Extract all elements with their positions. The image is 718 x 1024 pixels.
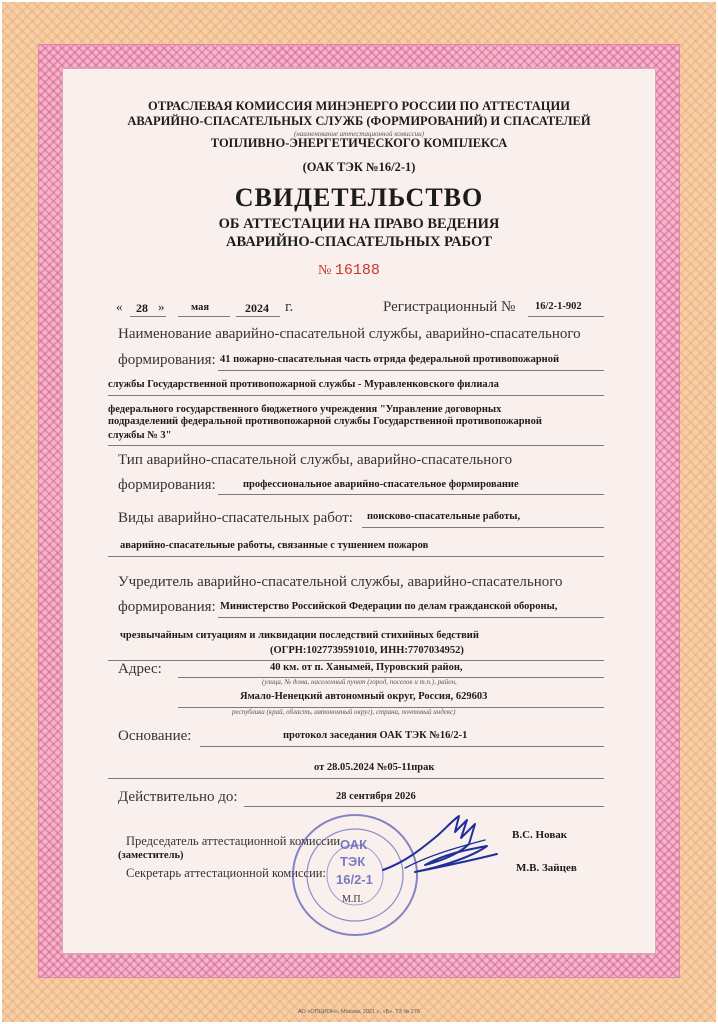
basis-underline-1 xyxy=(200,746,604,747)
work-types-underline-1 xyxy=(362,527,604,528)
mp-label: М.П. xyxy=(342,894,364,905)
registration-underline xyxy=(528,316,604,317)
service-type-value: профессиональное аварийно-спасательное формирование xyxy=(243,479,519,490)
commission-code: (ОАК ТЭК №16/2-1) xyxy=(302,160,416,174)
founder-value-3: (ОГРН:1027739591010, ИНН:7707034952) xyxy=(270,645,464,656)
org-caption: (наименование аттестационной комиссии) xyxy=(294,130,424,138)
org-line-3: ТОПЛИВНО-ЭНЕРГЕТИЧЕСКОГО КОМПЛЕКСА xyxy=(210,136,508,150)
service-name-value-3: федерального государственного бюджетного учреждения "Управление договорных xyxy=(108,404,502,415)
service-name-value-1: 41 пожарно-спасательная часть отряда федеральной противопожарной xyxy=(220,354,560,365)
service-name-underline-1 xyxy=(218,370,604,371)
date-close-quote: » xyxy=(158,299,165,314)
address-caption-1: (улица, № дома, населенный пункт (город, поселок и т.п.), район, xyxy=(262,678,457,686)
founder-label-1: Учредитель аварийно-спасательной службы, аварийно-спасательного xyxy=(118,574,563,590)
address-value-1: 40 км. от п. Ханымей, Пуровский район, xyxy=(270,662,463,673)
work-types-underline-2 xyxy=(108,556,604,557)
date-open-quote: « xyxy=(116,299,123,314)
service-name-value-2: службы Государственной противопожарной службы - Муравленковского филиала xyxy=(108,379,499,390)
stamp-line-3: 16/2-1 xyxy=(336,872,373,887)
year-underline xyxy=(236,316,280,317)
month-underline xyxy=(178,316,230,317)
basis-value-1: протокол заседания ОАК ТЭК №16/2-1 xyxy=(283,730,468,741)
founder-label-2: формирования: xyxy=(118,599,216,615)
valid-until-label: Действительно до: xyxy=(118,789,238,805)
address-caption-2: республика (край, область, автономный округ), страна, почтовый индекс) xyxy=(232,708,456,716)
service-name-label-2: формирования: xyxy=(118,352,216,368)
service-name-value-5: службы № 3" xyxy=(108,430,172,441)
certificate-number xyxy=(318,262,380,279)
founder-value-2: чрезвычайным ситуациям и ликвидации последствий стихийных бедствий xyxy=(120,630,479,641)
certificate-title: СВИДЕТЕЛЬСТВО xyxy=(234,183,484,212)
registration-value: 16/2-1-902 xyxy=(535,301,582,312)
service-name-underline-3 xyxy=(108,445,604,446)
issue-date xyxy=(116,299,123,315)
founder-value-1: Министерство Российской Федерации по делам гражданской обороны, xyxy=(220,601,558,612)
handwritten-signature xyxy=(375,810,505,880)
chair-sub-label: (заместитель) xyxy=(118,850,184,861)
chair-name: В.С. Новак xyxy=(512,829,568,841)
basis-value-2: от 28.05.2024 №05-11прак xyxy=(314,762,435,773)
day-underline xyxy=(130,316,166,317)
service-type-label-2: формирования: xyxy=(118,477,216,493)
work-types-label: Виды аварийно-спасательных работ: xyxy=(118,510,353,526)
date-year-suffix: г. xyxy=(285,299,294,315)
address-label: Адрес: xyxy=(118,661,162,677)
address-value-2: Ямало-Ненецкий автономный округ, Россия, 629603 xyxy=(240,691,488,702)
service-type-underline xyxy=(218,494,604,495)
chair-label: Председатель аттестационной комиссии xyxy=(126,834,341,848)
service-name-value-4: подразделений федеральной противопожарной службы Государственной противопожарной xyxy=(108,416,542,427)
basis-underline-2 xyxy=(108,778,604,779)
service-type-label-1: Тип аварийно-спасательной службы, аварийно-спасательного xyxy=(118,452,513,468)
valid-until-value: 28 сентября 2026 xyxy=(336,791,416,802)
registration-label: Регистрационный № xyxy=(383,299,516,315)
date-year: 2024 xyxy=(245,301,269,315)
work-types-value-1: поисково-спасательные работы, xyxy=(367,511,521,522)
secretary-label: Секретарь аттестационной комиссии: xyxy=(126,866,326,880)
number-sign: № xyxy=(318,263,332,278)
founder-underline-1 xyxy=(218,617,604,618)
date-day: 28 xyxy=(136,301,148,315)
valid-until-underline xyxy=(244,806,604,807)
org-line-2: АВАРИЙНО-СПАСАТЕЛЬНЫХ СЛУЖБ (ФОРМИРОВАНИЙ) И СПАСАТЕЛЕЙ xyxy=(127,114,591,128)
printer-footer: АО «ОПЦИОН», Москва, 2021 г., «Б». ТЗ № 276 xyxy=(297,1009,421,1015)
secretary-name: М.В. Зайцев xyxy=(516,862,577,874)
org-line-1: ОТРАСЛЕВАЯ КОМИССИЯ МИНЭНЕРГО РОССИИ ПО АТТЕСТАЦИИ xyxy=(148,99,570,113)
founder-underline-2 xyxy=(108,660,604,661)
number-value: 16188 xyxy=(334,262,380,279)
work-types-value-2: аварийно-спасательные работы, связанные с тушением пожаров xyxy=(120,540,429,551)
basis-label: Основание: xyxy=(118,728,192,744)
service-name-label-1: Наименование аварийно-спасательной службы, аварийно-спасательного xyxy=(118,326,581,342)
certificate-subtitle-1: ОБ АТТЕСТАЦИИ НА ПРАВО ВЕДЕНИЯ xyxy=(218,216,500,232)
certificate-subtitle-2: АВАРИЙНО-СПАСАТЕЛЬНЫХ РАБОТ xyxy=(225,234,492,250)
service-name-underline-2 xyxy=(108,395,604,396)
stamp-line-1: ОАК xyxy=(340,837,368,852)
date-month: мая xyxy=(191,302,210,313)
stamp-line-2: ТЭК xyxy=(340,854,366,869)
